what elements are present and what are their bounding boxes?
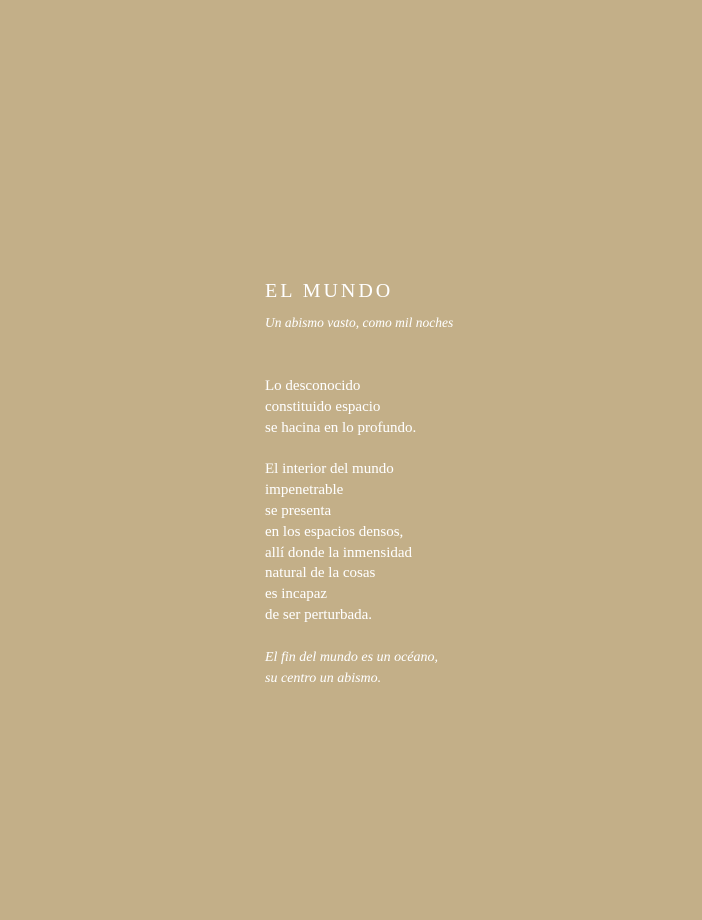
poem-line: en los espacios densos, [265,523,404,540]
poem-subtitle: Un abismo vasto, como mil noches [265,315,454,330]
poem-line: de ser perturbada. [265,606,373,623]
stanza-3 [265,647,625,689]
poem-line: El interior del mundo [265,461,394,478]
poem-line: Lo desconocido [265,378,361,394]
poem-line: es incapaz [265,586,328,603]
stanza-1 [265,376,625,438]
poem-line: constituido espacio [265,398,381,415]
poem-line: se presenta [265,502,332,519]
poem-line: El fin del mundo es un océano, [265,649,439,665]
poem-title: EL MUNDO [265,280,394,302]
poem-line: impenetrable [265,482,344,499]
poem-line: natural de la cosas [265,565,376,582]
poem-line: allí donde la inmensidad [265,544,413,561]
stanza-2 [265,459,625,625]
poem-line: se hacina en lo profundo. [265,419,417,436]
poem-line: su centro un abismo. [265,670,382,686]
poem [265,280,625,689]
